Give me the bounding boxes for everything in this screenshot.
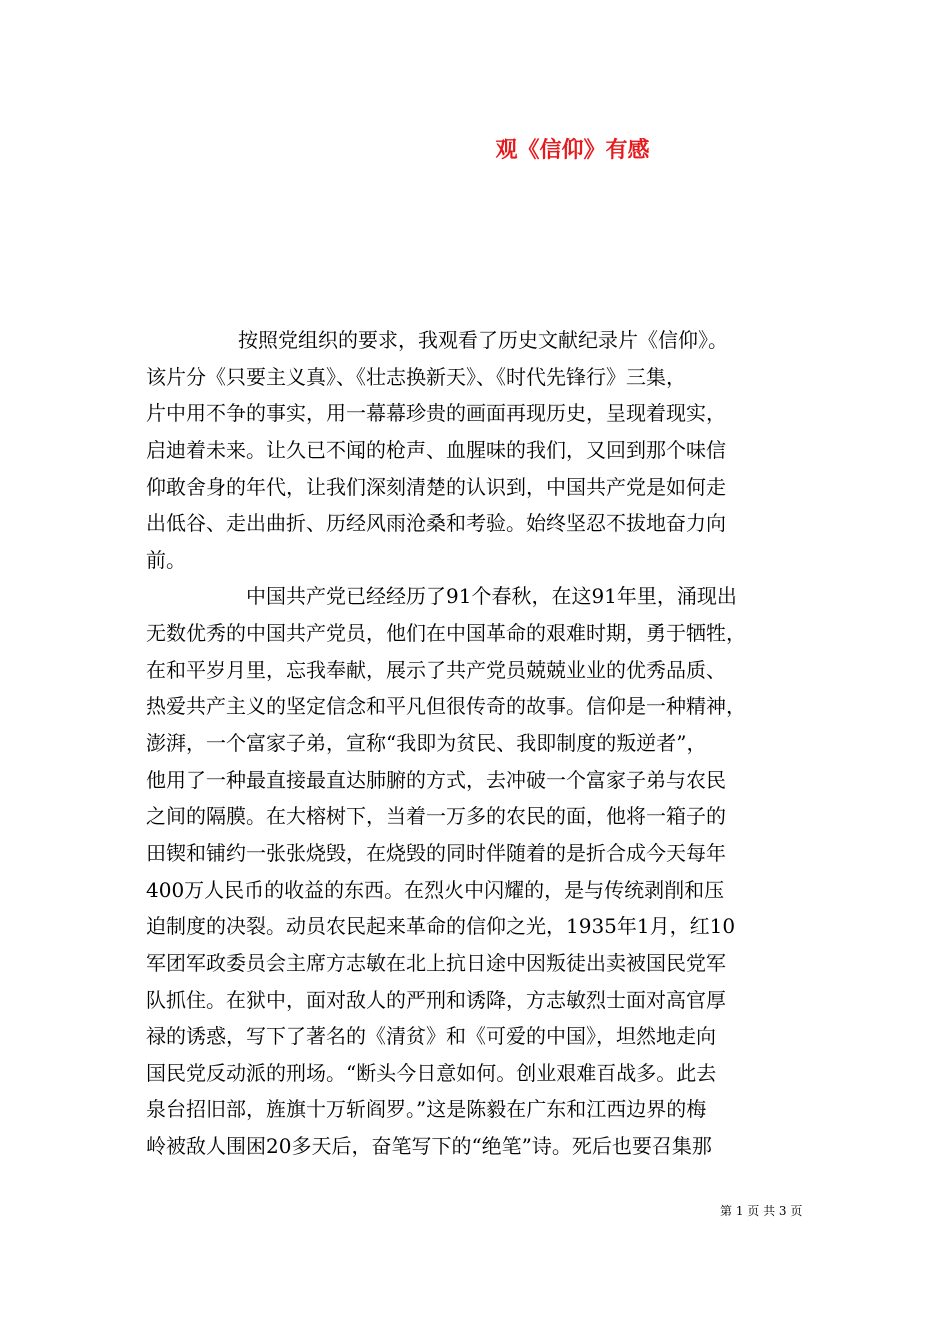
paragraph-2-line: 田锲和铺约一张张烧毁，在烧毁的同时伴随着的是折合成今天每年 [146,840,726,865]
page-number-footer: 第 1 页 共 3 页 [720,1204,803,1218]
paragraph-2-line: 岭被敌人围困20多天后，奋笔写下的“绝笔”诗。死后也要召集那 [146,1134,712,1159]
paragraph-1-line: 按照党组织的要求，我观看了历史文献纪录片《信仰》。 [238,328,728,352]
paragraph-1-line: 仰敢舍身的年代，让我们深刻清楚的认识到，中国共产党是如何走 [146,474,726,499]
paragraph-1-line: 启迪着未来。让久已不闻的枪声、血腥味的我们，又回到那个味信 [146,437,726,462]
paragraph-2-line: 迫制度的决裂。动员农民起来革命的信仰之光，1935年1月，红10 [146,914,736,939]
paragraph-2-line: 热爱共产主义的坚定信念和平凡但很传奇的故事。信仰是一种精神， [146,694,746,719]
paragraph-2-line: 无数优秀的中国共产党员，他们在中国革命的艰难时期，勇于牺牲， [146,621,746,646]
paragraph-2-line: 在和平岁月里，忘我奉献，展示了共产党员兢兢业业的优秀品质、 [146,657,726,682]
paragraph-2-line: 禄的诱惑，写下了著名的《清贫》和《可爱的中国》，坦然地走向 [146,1024,716,1049]
paragraph-2-line: 澎湃，一个富家子弟，宣称“我即为贫民、我即制度的叛逆者”， [146,731,707,756]
paragraph-2-line: 泉台招旧部，旌旗十万斩阎罗。”这是陈毅在广东和江西边界的梅 [146,1097,707,1122]
paragraph-2-line: 军团军政委员会主席方志敏在北上抗日途中因叛徒出卖被国民党军 [146,950,726,975]
paragraph-2-line: 队抓住。在狱中，面对敌人的严刑和诱降，方志敏烈士面对高官厚 [146,987,726,1012]
paragraph-1-line: 前。 [146,547,186,572]
document-body [146,322,826,1165]
paragraph-1-line: 出低谷、走出曲折、历经风雨沧桑和考验。始终坚忍不拔地奋力向 [146,511,726,536]
paragraph-1-line: 该片分《只要主义真》、《壮志换新天》、《时代先锋行》三集， [146,364,686,389]
paragraph-1-line: 片中用不争的事实，用一幕幕珍贵的画面再现历史，呈现着现实， [146,401,726,426]
paragraph-2-line: 国民党反动派的刑场。“断头今日意如何。创业艰难百战多。此去 [146,1060,717,1085]
paragraph-2-line: 中国共产党已经经历了91个春秋，在这91年里，涌现出 [246,584,737,609]
document-title [0,135,950,165]
paragraph-2-line: 之间的隔膜。在大榕树下，当着一万多的农民的面，他将一箱子的 [146,804,726,829]
paragraph-2-line: 他用了一种最直接最直达肺腑的方式，去冲破一个富家子弟与农民 [146,767,726,792]
paragraph-2-line: 400万人民币的收益的东西。在烈火中闪耀的，是与传统剥削和压 [146,877,725,902]
document-title-text: 观《信仰》有感 [495,137,650,163]
